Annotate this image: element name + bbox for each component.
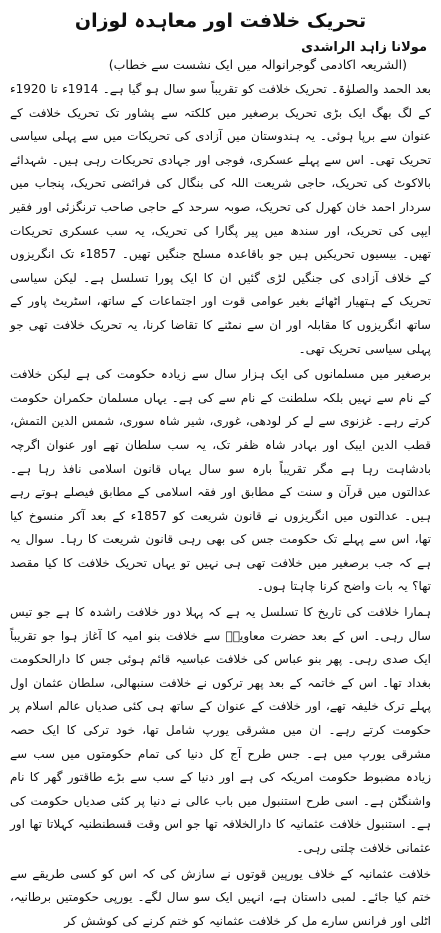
paragraph-4: خلافت عثمانیہ کے خلاف یورپین قوتوں نے سازش کی کہ اس کو کسی طریقے سے ختم کیا جائے۔ لمبی داستان ہے، انہیں ایک سو سال لگے۔ یورپی حکومتیں برطانیہ، اٹلی اور فرانس سارے مل کر خلافت عثمانیہ کو ختم کرنے کی کوشش کر	[10, 866, 431, 928]
paragraph-1: بعد الحمد والصلوٰۃ۔ تحریک خلافت کو تقریباً سو سال ہو گیا ہے۔ 1914ء تا 1920ء کے لگ بھگ ایک بڑی تحریک برصغیر میں کلکتہ سے پشاور تک تحریک خلافت کے عنوان سے برپا ہوئی۔ یہ ہندوستان میں آزادی کی تحریکات میں سے پہلی سیاسی تحریک تھی۔ اس سے پہلے عسکری، فوجی اور جہادی تحریکات رہی ہیں۔ شہدائے بالاکوٹ کی تحریک، حاجی شریعت اللہ کی بنگال کی فرائضی تحریک، پنجاب میں سردار احمد خان کھرل کی تحریک، صوبہ سرحد کے حاجی صاحب ترنگزئی اور فقیر ایپی کی تحریک، اور سندھ میں پیر پگارا کی تحریک، یہ سب عسکری تحریکات تھیں۔ بیسیوں تحریکیں ہیں جو باقاعدہ مسلح جنگیں تھیں۔ 1857ء تک انگریزوں کے خلاف آزادی کی جنگیں لڑی گئیں ان کا ایک پورا تسلسل ہے۔ لیکن سیاسی تحریک کے ہتھیار اٹھائے بغیر عوامی قوت اور اجتماعات کے ساتھ، اسٹریٹ پاور کے ساتھ انگریزوں کا مقابلہ اور ان سے نمٹنے کا تقاضا کرنا، یہ تحریک خلافت تھی جو پہلی سیاسی تحریک تھی۔	[10, 82, 432, 356]
paragraph-2: برصغیر میں مسلمانوں کی ایک ہزار سال سے زیادہ حکومت کی ہے لیکن خلافت کے نام سے نہیں بلکہ سلطنت کے نام سے کی ہے۔ یہاں مسلمان حکمران حکومت کرتے رہے۔ غزنوی سے لے کر لودھی، غوری، شیر شاہ سوری، شمس الدین التمش، قطب الدین ایبک اور بہادر شاہ ظفر تک، یہ سب سلطان تھے اور عنوان اگرچہ بادشاہت رہا ہے مگر تقریباً بارہ سو سال یہاں قانون اسلامی نافذ رہا ہے۔ عدالتوں میں قرآن و سنت کے مطابق اور فقہ اسلامی کے مطابق فیصلے ہوتے رہے ہیں۔ عدالتوں میں انگریزوں نے قانون شریعت کو 1857ء کے بعد آکر منسوخ کیا تھا، اس سے پہلے تک حکومت جس کی بھی رہی قانون شریعت کا رہا۔ سوال یہ ہے کہ جب برصغیر میں خلافت تھی ہی نہیں تو یہاں تحریک خلافت کا کیا مقصد تھا؟ یہ بات واضح کرنا چاہتا ہوں۔	[10, 367, 431, 594]
article-author: مولانا زاہد الراشدی	[301, 40, 427, 55]
article-title: تحریک خلافت اور معاہدہ لوزان	[74, 10, 367, 32]
paragraph-3: ہمارا خلافت کی تاریخ کا تسلسل یہ ہے کہ پہلا دور خلافت راشدہ کا ہے جو تیس سال رہی۔ اس کے بعد حضرت معاویہؓ سے خلافت بنو امیہ کا آغاز ہوا جو تقریباً ایک صدی رہی۔ پھر بنو عباس کی خلافت عباسیہ قائم ہوئی جس کا دارالحکومت بغداد تھا۔ اس کے خاتمہ کے بعد پھر ترکوں نے خلافت سنبھالی، سلطان عثمان اول پہلے ترک خلیفہ تھے، اور خلافت کے عنوان کے ساتھ ہی کئی صدیاں عالم اسلام پر حکومت کرتے رہے۔ ان میں مشرقی یورپ شامل تھا، خود ترکی کا ایک حصہ مشرقی یورپ میں ہے۔ جس طرح آج کل دنیا کی تمام حکومتوں میں سب سے زیادہ مضبوط حکومت امریکہ کی ہے اور دنیا کے سب سے بڑے طاقتور گھر کا نام واشنگٹن ہے۔ اسی طرح استنبول میں باب عالی نے دنیا پر کئی صدیاں حکومت کی ہے۔ استنبول خلافت عثمانیہ کا دارالخلافہ تھا جو اس وقت قسطنطنیہ کہلاتا تھا اور عثمانی خلافت چلتی رہی۔	[10, 605, 431, 855]
article-subtitle: (الشریعہ اکادمی گوجرانوالہ میں ایک نشست سے خطاب)	[108, 57, 407, 72]
